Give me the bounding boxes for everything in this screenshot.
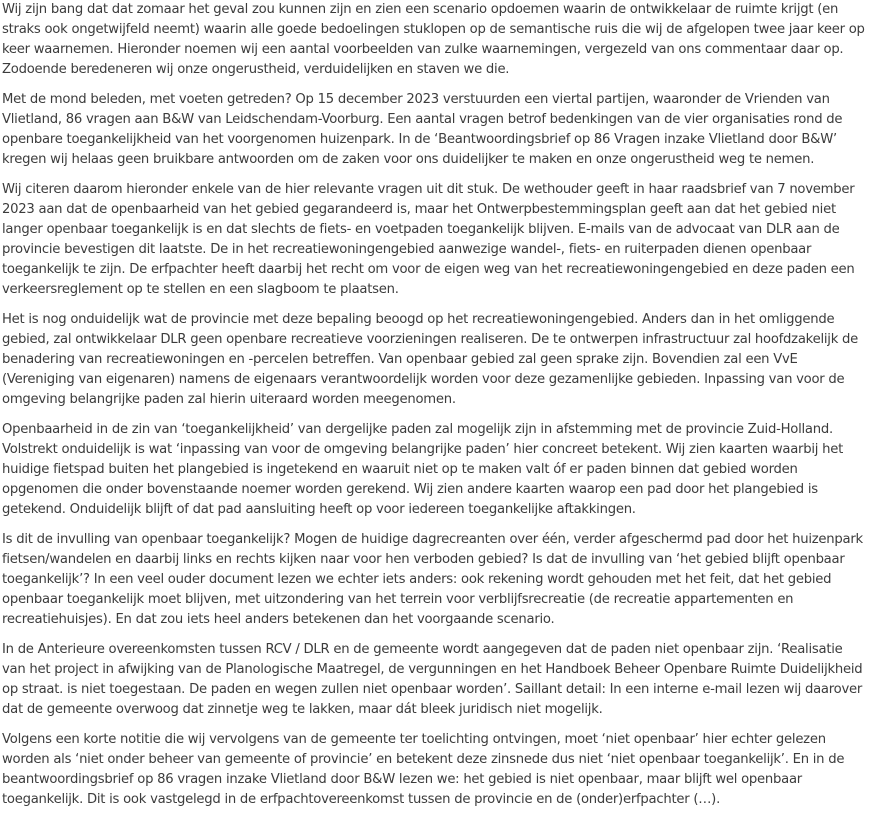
- paragraph: Is dit de invulling van openbaar toegankelijk? Mogen de huidige dagrecreanten over één, verder afgeschermd pad door het huizenpark fietsen/wandelen en daarbij links en rechts kijken naar voor hen verboden gebied? Is dat de invulling van ‘het gebied blijft openbaar toegankelijk’? In een veel ouder document lezen we echter iets anders: ook rekening wordt gehouden met het feit, dat het gebied openbaar toegankelijk moet blijven, met uitzondering van het terrein voor verblijfsrecreatie (de recreatie appartementen en recreatiehuisjes). En dat zou iets heel anders betekenen dan het voorgaande scenario.: [2, 532, 863, 627]
- paragraph: Het is nog onduidelijk wat de provincie met deze bepaling beoogd op het recreatiewoningengebied. Anders dan in het omliggende gebied, zal ontwikkelaar DLR geen openbare recreatieve voorzieningen realiseren. De te ontwerpen infrastructuur zal hoofdzakelijk de benadering van recreatiewoningen en -percelen betreffen. Van openbaar gebied zal geen sprake zijn. Bovendien zal een VvE (Vereniging van eigenaren) namens de eigenaars verantwoordelijk worden voor deze gezamenlijke gebieden. Inpassing van voor de omgeving belangrijke paden zal hierin uiteraard worden meegenomen.: [2, 312, 859, 407]
- paragraph: In de Anterieure overeenkomsten tussen RCV / DLR en de gemeente wordt aangegeven dat de paden niet openbaar zijn. ‘Realisatie van het project in afwijking van de Planologische Maatregel, de vergunningen en het Handboek Beheer Openbare Ruimte Duidelijkheid op straat. is niet toegestaan. De paden en wegen zullen niet openbaar worden’. Saillant detail: In een interne e-mail lezen wij daarover dat de gemeente overwoog dat zinnetje weg te lakken, maar dát bleek juridisch niet mogelijk.: [2, 642, 863, 717]
- paragraph: Openbaarheid in de zin van ‘toegankelijkheid’ van dergelijke paden zal mogelijk zijn in afstemming met de provincie Zuid-Holland. Volstrekt onduidelijk is wat ‘inpassing van voor de omgeving belangrijke paden’ hier concreet betekent. Wij zien kaarten waarbij het huidige fietspad buiten het plangebied is ingetekend en waaruit niet op te maken valt óf er paden binnen dat gebied worden opgenomen die onder bovenstaande noemer worden gerekend. Wij zien andere kaarten waarop een pad door het plangebied is getekend. Onduidelijk blijft of dat pad aansluiting heeft op voor iedereen toegankelijke aftakkingen.: [2, 422, 844, 517]
- paragraph: Wij citeren daarom hieronder enkele van de hier relevante vragen uit dit stuk. De wethouder geeft in haar raadsbrief van 7 november 2023 aan dat de openbaarheid van het gebied gegarandeerd is, maar het Ontwerpbestemmingsplan geeft aan dat het gebied niet langer openbaar toegankelijk is en dat slechts de fiets- en voetpaden toegankelijk blijven. E-mails van de advocaat van DLR aan de provincie bevestigen dit laatste. De in het recreatiewoningengebied aanwezige wandel-, fiets- en ruiterpaden dienen openbaar toegankelijk te zijn. De erfpachter heeft daarbij het recht om voor de eigen weg van het recreatiewoningengebied en deze paden een verkeersreglement op te stellen en een slagboom te plaatsen.: [2, 182, 855, 297]
- paragraph: Met de mond beleden, met voeten getreden? Op 15 december 2023 verstuurden een viertal partijen, waaronder de Vrienden van Vlietland, 86 vragen aan B&W van Leidschendam-Voorburg. Een aantal vragen betrof bedenkingen van de vier organisaties rond de openbare toegankelijkheid van het voorgenomen huizenpark. In de ‘Beantwoordingsbrief op 86 Vragen inzake Vlietland door B&W’ kregen wij helaas geen bruikbare antwoorden om de zaken voor ons duidelijker te maken en onze ongerustheid weg te nemen.: [2, 92, 843, 167]
- paragraph: Wij zijn bang dat dat zomaar het geval zou kunnen zijn en zien een scenario opdoemen waarin de ontwikkelaar de ruimte krijgt (en straks ook ongetwijfeld neemt) waarin alle goede bedoelingen stuklopen op de semantische ruis die wij de afgelopen twee jaar keer op keer waarnemen. Hieronder noemen wij een aantal voorbeelden van zulke waarnemingen, vergezeld van ons commentaar daar op. Zodoende beredeneren wij onze ongerustheid, verduidelijken en staven we die.: [2, 2, 865, 77]
- article-body: [2, 0, 866, 820]
- paragraph: Volgens een korte notitie die wij vervolgens van de gemeente ter toelichting ontvingen, moet ‘niet openbaar’ hier echter gelezen worden als ‘niet onder beheer van gemeente of provincie’ en betekent deze zinsnede dus niet ‘niet openbaar toegankelijk’. En in de beantwoordingsbrief op 86 vragen inzake Vlietland door B&W lezen we: het gebied is niet openbaar, maar blijft wel openbaar toegankelijk. Dit is ook vastgelegd in de erfpachtovereenkomst tussen de provincie en de (onder)erfpachter (…).: [2, 732, 845, 807]
